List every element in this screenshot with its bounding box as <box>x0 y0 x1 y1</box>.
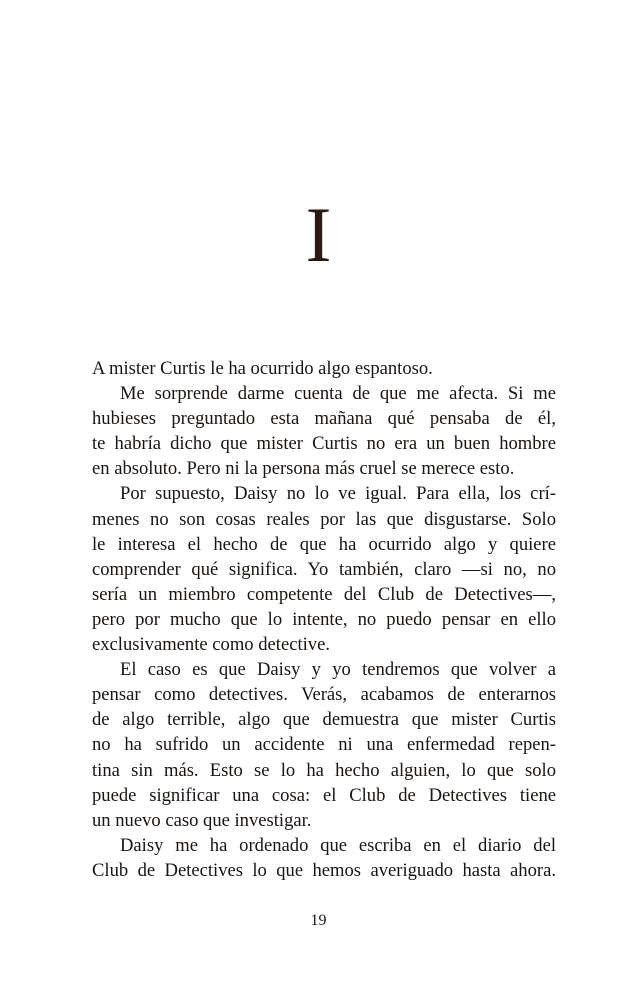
text-line: puede significar una cosa: el Club de Detectives tiene <box>92 784 556 806</box>
text-line: Daisy me ha ordenado que escriba en el diario del <box>120 834 556 856</box>
text-line: exclusivamente como detective. <box>92 634 331 656</box>
chapter-body-text <box>92 356 556 883</box>
text-line: Me sorprende darme cuenta de que me afecta. Si me <box>120 383 556 405</box>
text-line: te habría dicho que mister Curtis no era un buen hombre <box>92 433 556 455</box>
text-line: hubieses preguntado esta mañana qué pensaba de él, <box>92 408 556 430</box>
text-line: comprender qué significa. Yo también, claro —si no, no <box>92 558 556 580</box>
text-line: un nuevo caso que investigar. <box>92 809 312 831</box>
page-number: 19 <box>310 912 327 929</box>
text-line: tina sin más. Esto se lo ha hecho alguien, lo que solo <box>92 759 556 781</box>
text-line: sería un miembro competente del Club de Detectives—, <box>92 583 556 605</box>
text-line: menes no son cosas reales por las que disgustarse. Solo <box>92 508 556 530</box>
text-line: A mister Curtis le ha ocurrido algo espantoso. <box>92 358 433 379</box>
chapter-number: I <box>305 191 332 278</box>
text-line: pero por mucho que lo intente, no puedo pensar en ello <box>92 608 556 630</box>
text-line: no ha sufrido un accidente ni una enfermedad repen- <box>92 734 556 756</box>
text-line: Club de Detectives lo que hemos averiguado hasta ahora. <box>92 859 556 881</box>
text-line: El caso es que Daisy y yo tendremos que volver a <box>120 659 556 681</box>
text-line: Por supuesto, Daisy no lo ve igual. Para ella, los crí- <box>120 483 556 505</box>
text-line: pensar como detectives. Verás, acabamos de enterarnos <box>92 684 556 706</box>
text-line: de algo terrible, algo que demuestra que mister Curtis <box>92 709 556 731</box>
text-line: le interesa el hecho de que ha ocurrido algo y quiere <box>92 533 556 555</box>
text-line: en absoluto. Pero ni la persona más cruel se merece esto. <box>92 458 515 480</box>
